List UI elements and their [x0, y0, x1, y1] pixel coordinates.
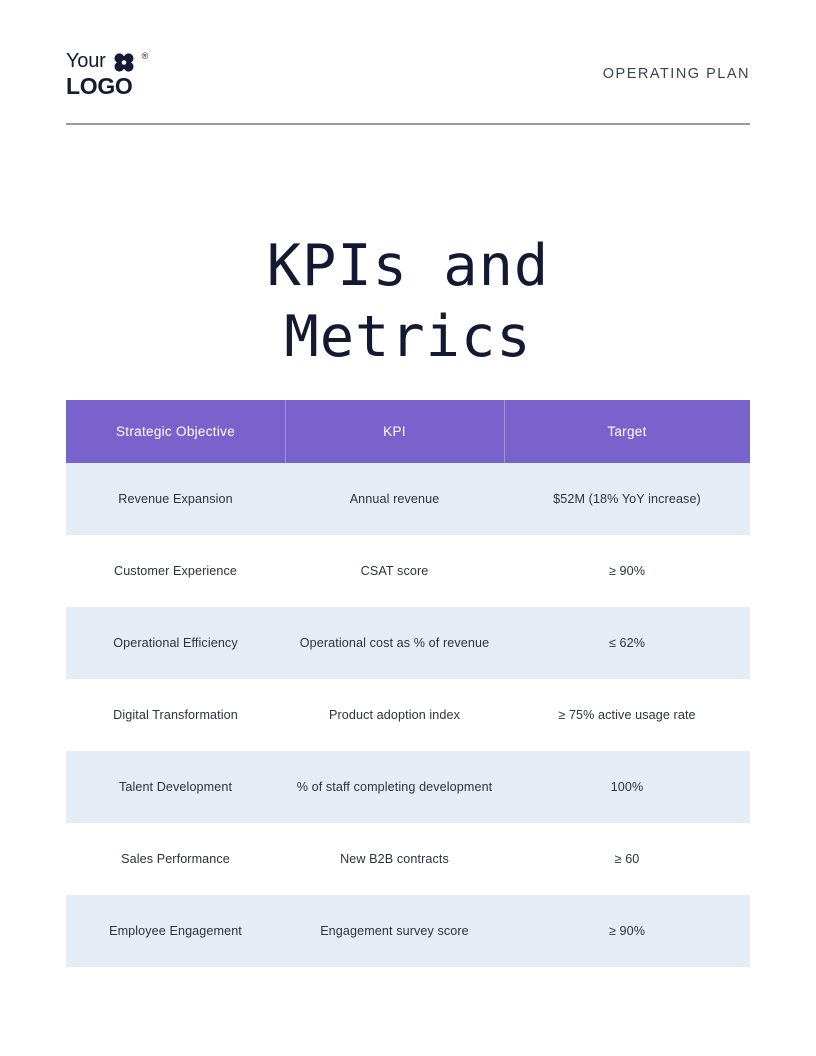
page-title-line-1: KPIs and: [266, 233, 550, 300]
cell-strategic-objective: Employee Engagement: [66, 895, 285, 967]
cell-strategic-objective: Customer Experience: [66, 535, 285, 607]
cell-strategic-objective: Sales Performance: [66, 823, 285, 895]
cell-kpi: New B2B contracts: [285, 823, 504, 895]
cell-target: 100%: [504, 751, 750, 823]
table-row: [66, 895, 750, 967]
document-type-label: OPERATING PLAN: [602, 66, 750, 82]
cell-strategic-objective: Operational Efficiency: [66, 607, 285, 679]
column-header-kpi: KPI: [285, 400, 504, 463]
cell-target: ≥ 90%: [504, 895, 750, 967]
page-title: [66, 231, 750, 373]
column-header-target: Target: [504, 400, 750, 463]
logo-your-text: Your: [66, 49, 106, 72]
page-title-line-2: Metrics: [284, 304, 532, 371]
logo-top-row: [66, 51, 148, 73]
kpi-metrics-table: [66, 400, 750, 967]
cell-target: ≥ 75% active usage rate: [504, 679, 750, 751]
table-body: [66, 463, 750, 967]
registered-trademark-icon: ®: [141, 50, 149, 61]
table-row: [66, 607, 750, 679]
table-row: [66, 823, 750, 895]
table-header-row: [66, 400, 750, 463]
header-divider: [66, 123, 750, 125]
cell-kpi: % of staff completing development: [285, 751, 504, 823]
cell-target: ≥ 60: [504, 823, 750, 895]
cell-kpi: Operational cost as % of revenue: [285, 607, 504, 679]
cell-target: $52M (18% YoY increase): [504, 463, 750, 535]
column-header-strategic-objective: Strategic Objective: [66, 400, 285, 463]
logo-wordmark-text: LOGO: [66, 72, 133, 99]
cell-strategic-objective: Talent Development: [66, 751, 285, 823]
cell-kpi: Engagement survey score: [285, 895, 504, 967]
table-header: [66, 400, 750, 463]
cell-kpi: Annual revenue: [285, 463, 504, 535]
brand-logo[interactable]: [66, 51, 148, 98]
page-header: [66, 48, 750, 100]
table-row: [66, 751, 750, 823]
table-row: [66, 535, 750, 607]
cell-strategic-objective: Digital Transformation: [66, 679, 285, 751]
table-row: [66, 463, 750, 535]
cell-target: ≥ 90%: [504, 535, 750, 607]
table-row: [66, 679, 750, 751]
cell-kpi: Product adoption index: [285, 679, 504, 751]
cell-target: ≤ 62%: [504, 607, 750, 679]
cell-strategic-objective: Revenue Expansion: [66, 463, 285, 535]
cell-kpi: CSAT score: [285, 535, 504, 607]
